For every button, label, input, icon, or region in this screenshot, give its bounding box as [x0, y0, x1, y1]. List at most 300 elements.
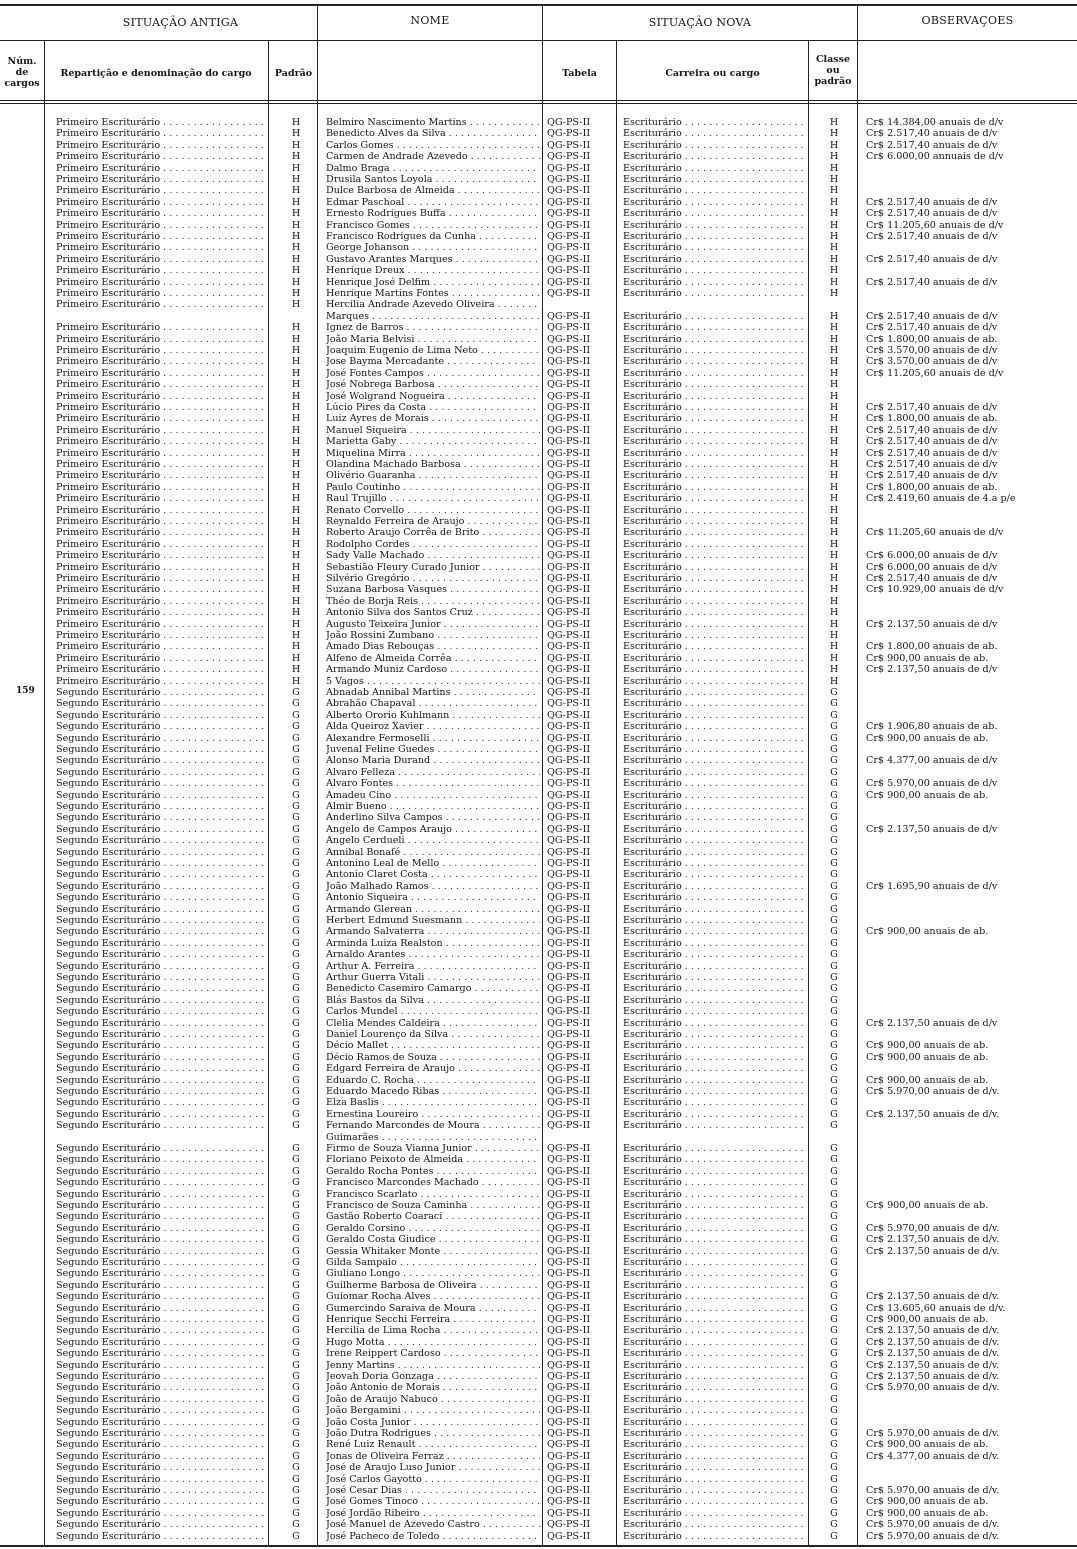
nome-cell: Jenny Martins . . . [326, 1360, 540, 1371]
padrao-cell: G [292, 1291, 300, 1303]
table-row [0, 1154, 1077, 1165]
classe-cell: H [829, 630, 839, 641]
table-row [0, 277, 1077, 288]
tabela-cell: QG-PS-II [547, 1257, 591, 1268]
tabela-cell: QG-PS-II [547, 1188, 591, 1200]
padrao-cell: H [291, 630, 301, 641]
table-row [0, 790, 1077, 801]
nome-cell: Arminda Luiza Realston . . . [326, 938, 540, 949]
subheader-classe: Classe ou padrão [814, 54, 852, 87]
observacao-cell: Cr$ 2.517,40 anuais de d/v [866, 276, 998, 288]
padrao-cell: H [291, 379, 301, 391]
tabela-cell: QG-PS-II [547, 185, 591, 197]
cargo-cell: Primeiro Escriturário . . . [56, 573, 266, 584]
carreira-cell: Escriturário . . . [623, 117, 805, 128]
observacao-cell: Cr$ 900,00 anuais de ab. [866, 1439, 989, 1451]
classe-cell: H [829, 379, 839, 391]
carreira-cell: Escriturário . . . [623, 938, 805, 949]
tabela-cell: QG-PS-II [547, 983, 591, 995]
observacao-cell: Cr$ 2.517,40 anuais de d/v [866, 447, 998, 459]
subheader-carreira: Carreira ou cargo [665, 68, 760, 79]
classe-cell: G [830, 721, 838, 733]
tabela-cell: QG-PS-II [547, 459, 591, 470]
cargo-cell: Segundo Escriturário . . . [56, 1223, 266, 1234]
observacao-cell: Cr$ 2.517,40 anuais de d/v [866, 459, 998, 470]
classe-cell: G [830, 1029, 838, 1040]
cargo-cell: Primeiro Escriturário . . . [56, 391, 266, 402]
padrao-cell: H [291, 288, 301, 299]
tabela-cell: QG-PS-II [547, 812, 591, 824]
tabela-cell: QG-PS-II [547, 550, 591, 562]
padrao-cell: H [291, 185, 301, 197]
padrao-cell: H [291, 299, 301, 311]
tabela-cell: QG-PS-II [547, 652, 591, 664]
table-row [0, 242, 1077, 253]
nome-cell: Alda Queiroz Xavier . . . [326, 721, 540, 732]
nome-cell: Armando Salvaterra . . . [326, 926, 540, 937]
nome-cell: Sady Valle Machado . . . [326, 550, 540, 561]
nome-cell: Belmiro Nascimento Martins . . . [326, 117, 540, 128]
tabela-cell: QG-PS-II [547, 687, 591, 698]
carreira-cell: Escriturário . . . [623, 356, 805, 367]
classe-cell: G [830, 1439, 838, 1451]
table-row [0, 801, 1077, 812]
nome-cell: Gustavo Arantes Marques . . . [326, 254, 540, 265]
table-row [0, 653, 1077, 664]
cargo-cell: Segundo Escriturário . . . [56, 1052, 266, 1063]
padrao-cell: G [292, 1336, 300, 1348]
padrao-cell: G [292, 869, 300, 881]
padrao-cell: G [292, 698, 300, 710]
padrao-cell: G [292, 1405, 300, 1417]
table-row [0, 881, 1077, 892]
cargo-cell: Segundo Escriturário . . . [56, 1519, 266, 1530]
padrao-cell: H [291, 470, 301, 482]
carreira-cell: Escriturário . . . [623, 448, 805, 459]
tabela-cell: QG-PS-II [547, 390, 591, 402]
nome-cell: Hercilia de Lima Rocha . . . [326, 1325, 540, 1336]
classe-cell: G [830, 1405, 838, 1417]
table-row [0, 482, 1077, 493]
padrao-cell: H [291, 675, 301, 687]
padrao-cell: G [292, 1245, 300, 1257]
classe-cell: G [830, 983, 838, 995]
nome-cell: Ernestina Loureiro . . . [326, 1109, 540, 1120]
padrao-cell: G [292, 1063, 300, 1075]
carreira-cell: Escriturário . . . [623, 1348, 805, 1359]
tabela-cell: QG-PS-II [547, 732, 591, 744]
tabela-cell: QG-PS-II [547, 630, 591, 641]
table-row [0, 425, 1077, 436]
padrao-cell: H [291, 550, 301, 562]
table-row [0, 1508, 1077, 1519]
tabela-cell: QG-PS-II [547, 1348, 591, 1360]
carreira-cell: Escriturário . . . [623, 516, 805, 527]
carreira-cell: Escriturário . . . [623, 1246, 805, 1257]
cargo-cell: Segundo Escriturário . . . [56, 1325, 266, 1336]
tabela-cell: QG-PS-II [547, 1507, 591, 1519]
tabela-cell: QG-PS-II [547, 1177, 591, 1189]
nome-cell: Henrique Secchi Ferreira . . . [326, 1314, 540, 1325]
nome-cell: Daniel Lourenço da Silva . . . [326, 1029, 540, 1040]
nome-cell: Geraldo Corsino . . . [326, 1223, 540, 1234]
nome-cell: Renato Corvello . . . [326, 505, 540, 516]
table-row [0, 938, 1077, 949]
table-row [0, 676, 1077, 687]
tabela-cell: QG-PS-II [547, 1325, 591, 1337]
classe-cell: G [830, 789, 838, 801]
observacao-cell: Cr$ 1.800,00 anuais de ab. [866, 333, 998, 345]
nome-cell: Anderlino Silva Campos . . . [326, 812, 540, 823]
tabela-cell: QG-PS-II [547, 1165, 591, 1177]
carreira-cell: Escriturário . . . [623, 1052, 805, 1063]
padrao-cell: H [291, 151, 301, 163]
cargo-cell: Segundo Escriturário . . . [56, 733, 266, 744]
padrao-cell: G [292, 755, 300, 767]
nome-cell: Henrique José Delfim . . . [326, 277, 540, 288]
cargo-cell: Primeiro Escriturário . . . [56, 448, 266, 459]
tabela-cell: QG-PS-II [547, 595, 591, 607]
classe-cell: H [829, 584, 839, 596]
classe-cell: H [829, 481, 839, 493]
cargo-cell: Segundo Escriturário . . . [56, 1428, 266, 1439]
tabela-cell: QG-PS-II [547, 698, 591, 710]
carreira-cell: Escriturário . . . [623, 1325, 805, 1336]
padrao-cell: G [292, 1006, 300, 1018]
table-row [0, 961, 1077, 972]
table-row [0, 698, 1077, 709]
cargo-cell: Segundo Escriturário . . . [56, 1394, 266, 1405]
tabela-cell: QG-PS-II [547, 835, 591, 847]
cargo-cell: Primeiro Escriturário . . . [56, 527, 266, 538]
tabela-cell: QG-PS-II [547, 128, 591, 140]
nome-cell: Dalmo Braga . . . [326, 163, 540, 174]
nome-cell: Eduardo Macedo Ribas . . . [326, 1086, 540, 1097]
classe-cell: G [830, 732, 838, 744]
padrao-cell: G [292, 1302, 300, 1314]
carreira-cell: Escriturário . . . [623, 402, 805, 413]
nome-cell: José de Araujo Luso Junior . . . [326, 1462, 540, 1473]
table-row [0, 197, 1077, 208]
nome-cell: Marietta Gaby . . . [326, 436, 540, 447]
table-row [0, 174, 1077, 185]
table-row [0, 368, 1077, 379]
table-row [0, 1531, 1077, 1542]
classe-cell: G [830, 1416, 838, 1428]
classe-cell: H [829, 162, 839, 174]
carreira-cell: Escriturário . . . [623, 778, 805, 789]
observacao-cell: Cr$ 11.205,60 anuais de d/v [866, 527, 1004, 539]
table-row [0, 1382, 1077, 1393]
padrao-cell: G [292, 721, 300, 733]
cargo-cell: Segundo Escriturário . . . [56, 1485, 266, 1496]
carreira-cell: Escriturário . . . [623, 163, 805, 174]
nome-cell: Carmen de Andrade Azevedo . . . [326, 151, 540, 162]
nome-cell: Dulce Barbosa de Almeida . . . [326, 185, 540, 196]
nome-cell: Benedicto Alves da Silva . . . [326, 128, 540, 139]
cargo-cell: Segundo Escriturário . . . [56, 1291, 266, 1302]
cargo-cell: Primeiro Escriturário . . . [56, 596, 266, 607]
padrao-cell: G [292, 1177, 300, 1189]
cargo-cell: Primeiro Escriturário . . . [56, 231, 266, 242]
table-row [0, 1143, 1077, 1154]
padrao-cell: H [291, 664, 301, 676]
tabela-cell: QG-PS-II [547, 994, 591, 1006]
tabela-cell: QG-PS-II [547, 675, 591, 687]
carreira-cell: Escriturário . . . [623, 1474, 805, 1485]
table-row [0, 163, 1077, 174]
cargo-cell: Primeiro Escriturário . . . [56, 368, 266, 379]
classe-cell: G [830, 972, 838, 983]
classe-cell: H [829, 470, 839, 482]
cargo-cell: Segundo Escriturário . . . [56, 1531, 266, 1542]
padrao-cell: H [291, 618, 301, 630]
carreira-cell: Escriturário . . . [623, 482, 805, 493]
carreira-cell: Escriturário . . . [623, 1040, 805, 1051]
classe-cell: G [830, 880, 838, 892]
padrao-cell: G [292, 1473, 300, 1485]
cargo-cell: Primeiro Escriturário . . . [56, 550, 266, 561]
padrao-cell: G [292, 1222, 300, 1234]
nome-cell: José Nobrega Barbosa . . . [326, 379, 540, 390]
nome-cell: Eduardo C. Rocha . . . [326, 1075, 540, 1086]
carreira-cell: Escriturário . . . [623, 1029, 805, 1040]
nome-cell: Blás Bastos da Silva . . . [326, 995, 540, 1006]
padrao-cell: G [292, 823, 300, 835]
carreira-cell: Escriturário . . . [623, 140, 805, 151]
classe-cell: G [830, 846, 838, 858]
observacao-cell: Cr$ 1.800,00 anuais de ab. [866, 413, 998, 425]
padrao-cell: H [291, 413, 301, 425]
tabela-cell: QG-PS-II [547, 402, 591, 413]
table-row [0, 1040, 1077, 1051]
carreira-cell: Escriturário . . . [623, 869, 805, 880]
padrao-cell: H [291, 117, 301, 128]
carreira-cell: Escriturário . . . [623, 1097, 805, 1108]
cargo-cell: Primeiro Escriturário . . . [56, 607, 266, 618]
cargo-cell: Primeiro Escriturário . . . [56, 242, 266, 253]
carreira-cell: Escriturário . . . [623, 733, 805, 744]
table-row [0, 607, 1077, 618]
carreira-cell: Escriturário . . . [623, 562, 805, 573]
tabela-cell: QG-PS-II [547, 1393, 591, 1405]
nome-cell: Silvério Gregório . . . [326, 573, 540, 584]
tabela-cell: QG-PS-II [547, 310, 591, 322]
observacao-cell: Cr$ 900,00 anuais de ab. [866, 1314, 989, 1325]
cargo-cell: Primeiro Escriturário . . . [56, 470, 266, 481]
padrao-cell: G [292, 1051, 300, 1063]
table-row [0, 710, 1077, 721]
padrao-cell: G [292, 892, 300, 904]
cargo-cell: Primeiro Escriturário . . . [56, 436, 266, 447]
tabela-cell: QG-PS-II [547, 937, 591, 949]
classe-cell: G [830, 1268, 838, 1280]
observacao-cell: Cr$ 2.419,60 anuais de 4.a p/e [866, 493, 1016, 505]
observacao-cell: Cr$ 5.970,00 anuais de d/v. [866, 1382, 1000, 1394]
tabela-cell: QG-PS-II [547, 504, 591, 516]
classe-cell: H [829, 288, 839, 299]
tabela-cell: QG-PS-II [547, 778, 591, 790]
carreira-cell: Escriturário . . . [623, 744, 805, 755]
carreira-cell: Escriturário . . . [623, 1371, 805, 1382]
table-row [0, 117, 1077, 128]
classe-cell: G [830, 915, 838, 926]
carreira-cell: Escriturário . . . [623, 1280, 805, 1291]
table-row [0, 1462, 1077, 1473]
padrao-cell: G [292, 846, 300, 858]
table-row [0, 619, 1077, 630]
cargo-cell: Primeiro Escriturário . . . [56, 277, 266, 288]
cargo-cell: Segundo Escriturário . . . [56, 972, 266, 983]
classe-cell: H [829, 447, 839, 459]
cargo-cell: Segundo Escriturário . . . [56, 801, 266, 812]
table-row [0, 1246, 1077, 1257]
tabela-cell: QG-PS-II [547, 1143, 591, 1154]
observacao-cell: Cr$ 2.137,50 anuais de d/v [866, 823, 998, 835]
table-row [0, 1417, 1077, 1428]
carreira-cell: Escriturário . . . [623, 1337, 805, 1348]
cargo-cell: Primeiro Escriturário . . . [56, 356, 266, 367]
nome-cell: Suzana Barbosa Vasques . . . [326, 584, 540, 595]
classe-cell: G [830, 1507, 838, 1519]
nome-cell: Henrique Martins Fontes . . . [326, 288, 540, 299]
padrao-cell: G [292, 1017, 300, 1029]
carreira-cell: Escriturário . . . [623, 231, 805, 242]
padrao-cell: G [292, 835, 300, 847]
cargo-cell: Primeiro Escriturário . . . [56, 664, 266, 675]
nome-cell: Gilda Sampaio . . . [326, 1257, 540, 1268]
carreira-cell: Escriturário . . . [623, 812, 805, 823]
table-row [0, 1109, 1077, 1120]
padrao-cell: G [292, 1234, 300, 1246]
observacao-cell: Cr$ 2.517,40 anuais de d/v [866, 196, 998, 208]
tabela-cell: QG-PS-II [547, 345, 591, 356]
carreira-cell: Escriturário . . . [623, 1508, 805, 1519]
cargo-cell: Primeiro Escriturário . . . [56, 345, 266, 356]
carreira-cell: Escriturário . . . [623, 436, 805, 447]
cargo-cell: Primeiro Escriturário . . . [56, 299, 266, 310]
padrao-cell: G [292, 858, 300, 869]
classe-cell: H [829, 664, 839, 676]
cargo-cell: Segundo Escriturário . . . [56, 790, 266, 801]
table-row [0, 584, 1077, 595]
table-row [0, 1075, 1077, 1086]
tabela-cell: QG-PS-II [547, 1473, 591, 1485]
nome-cell: Francisco de Souza Caminha . . . [326, 1200, 540, 1211]
nome-cell: Alvaro Felleza . . . [326, 767, 540, 778]
nome-cell: João Malhado Ramos . . . [326, 881, 540, 892]
tabela-cell: QG-PS-II [547, 823, 591, 835]
carreira-cell: Escriturário . . . [623, 1086, 805, 1097]
padrao-cell: G [292, 1393, 300, 1405]
table-row [0, 391, 1077, 402]
cargo-cell: Primeiro Escriturário . . . [56, 402, 266, 413]
tabela-cell: QG-PS-II [547, 1519, 591, 1531]
padrao-cell: H [291, 607, 301, 619]
subheader-padrao: Padrão [274, 68, 313, 79]
classe-cell: G [830, 1234, 838, 1246]
tabela-cell: QG-PS-II [547, 789, 591, 801]
cargo-cell: Segundo Escriturário . . . [56, 1063, 266, 1074]
tabela-cell: QG-PS-II [547, 447, 591, 459]
carreira-cell: Escriturário . . . [623, 1428, 805, 1439]
cargo-cell: Segundo Escriturário . . . [56, 904, 266, 915]
classe-cell: G [830, 801, 838, 812]
tabela-cell: QG-PS-II [547, 219, 591, 231]
tabela-cell: QG-PS-II [547, 288, 591, 299]
classe-cell: G [830, 926, 838, 938]
table-row [0, 550, 1077, 561]
cargo-cell: Segundo Escriturário . . . [56, 1234, 266, 1245]
tabela-cell: QG-PS-II [547, 276, 591, 288]
classe-cell: G [830, 1177, 838, 1189]
carreira-cell: Escriturário . . . [623, 220, 805, 231]
observacao-cell: Cr$ 900,00 anuais de ab. [866, 1040, 989, 1052]
carreira-cell: Escriturário . . . [623, 721, 805, 732]
padrao-cell: G [292, 994, 300, 1006]
observacao-cell: Cr$ 2.517,40 anuais de d/v [866, 424, 998, 436]
padrao-cell: G [292, 949, 300, 961]
classe-cell: G [830, 960, 838, 972]
table-row [0, 231, 1077, 242]
table-row [0, 1177, 1077, 1188]
carreira-cell: Escriturário . . . [623, 1496, 805, 1507]
padrao-cell: G [292, 789, 300, 801]
tabela-cell: QG-PS-II [547, 516, 591, 527]
cargo-cell: Primeiro Escriturário . . . [56, 676, 266, 687]
carreira-cell: Escriturário . . . [623, 1120, 805, 1131]
tabela-cell: QG-PS-II [547, 721, 591, 733]
classe-cell: H [829, 367, 839, 379]
nome-cell: Angelo de Campos Araujo . . . [326, 824, 540, 835]
table-row [0, 573, 1077, 584]
padrao-cell: G [292, 1359, 300, 1371]
classe-cell: G [830, 1006, 838, 1018]
nome-cell: Alexandre Fermoselli . . . [326, 733, 540, 744]
cargo-cell: Primeiro Escriturário . . . [56, 516, 266, 527]
padrao-cell: G [292, 801, 300, 812]
padrao-cell: H [291, 424, 301, 436]
table-row [0, 1006, 1077, 1017]
cargo-cell: Primeiro Escriturário . . . [56, 322, 266, 333]
padrao-cell: G [292, 1086, 300, 1097]
cargo-cell: Primeiro Escriturário . . . [56, 140, 266, 151]
classe-cell: G [830, 1074, 838, 1086]
cargo-cell: Segundo Escriturário . . . [56, 961, 266, 972]
classe-cell: G [830, 858, 838, 869]
nome-cell: Alonso Maria Durand . . . [326, 755, 540, 766]
carreira-cell: Escriturário . . . [623, 619, 805, 630]
cargo-cell: Primeiro Escriturário . . . [56, 151, 266, 162]
nome-cell: José Carlos Gayotto . . . [326, 1474, 540, 1485]
cargo-cell: Segundo Escriturário . . . [56, 744, 266, 755]
cargo-cell: Primeiro Escriturário . . . [56, 413, 266, 424]
table-row [0, 322, 1077, 333]
tabela-cell: QG-PS-II [547, 1405, 591, 1417]
classe-cell: H [829, 128, 839, 140]
nome-cell: Annibal Bonafé . . . [326, 847, 540, 858]
cargo-cell: Primeiro Escriturário . . . [56, 128, 266, 139]
carreira-cell: Escriturário . . . [623, 379, 805, 390]
classe-cell: G [830, 1325, 838, 1337]
carreira-cell: Escriturário . . . [623, 584, 805, 595]
carreira-cell: Escriturário . . . [623, 1234, 805, 1245]
padrao-cell: G [292, 1200, 300, 1211]
nome-cell: Angelo Cerdueli . . . [326, 835, 540, 846]
table-row [0, 1371, 1077, 1382]
tabela-cell: QG-PS-II [547, 960, 591, 972]
table-row [0, 562, 1077, 573]
